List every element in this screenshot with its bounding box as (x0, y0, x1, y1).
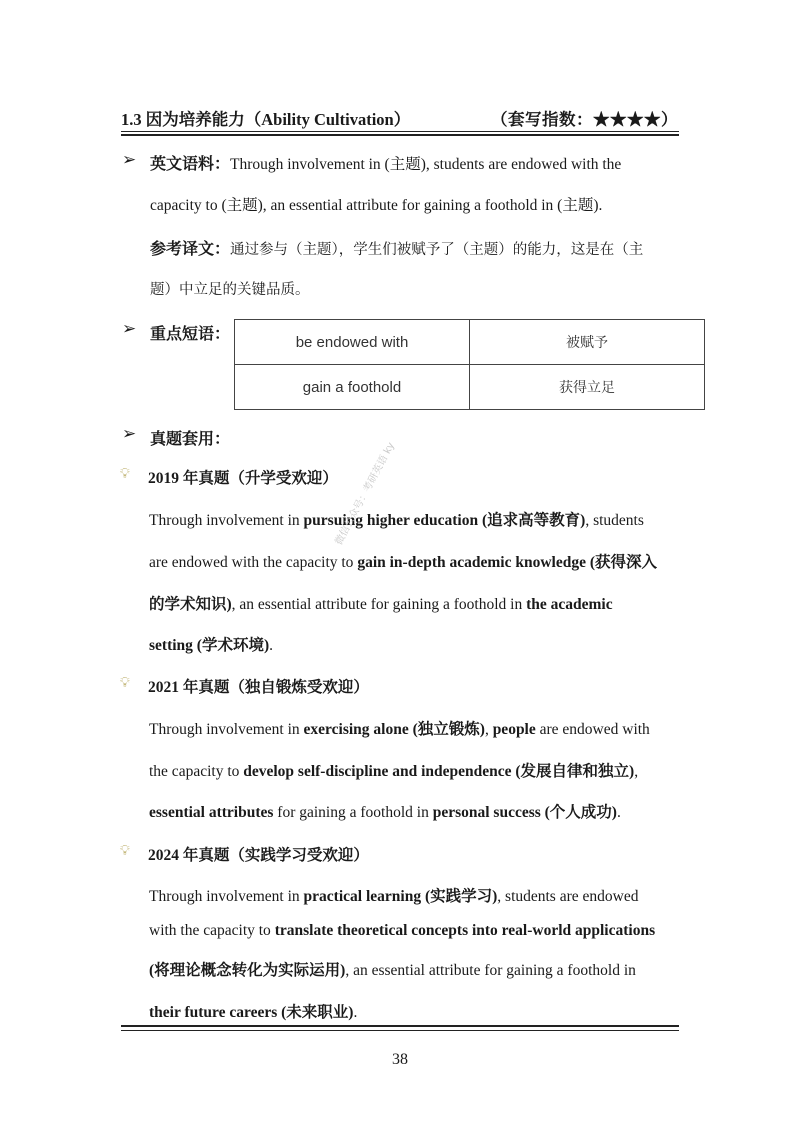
example-heading: 2019 年真题（升学受欢迎） (148, 470, 338, 487)
example-text-segment: are endowed with (535, 721, 650, 738)
example-line (149, 1000, 357, 1022)
header-rule-thick (121, 134, 679, 136)
example-line (149, 633, 273, 655)
key-phrases-label: 重点短语： (150, 326, 231, 343)
example-text-segment: , (484, 721, 493, 738)
example-text-segment: 的学术知识) (149, 596, 232, 613)
header-rule-thin (121, 131, 679, 132)
example-text-segment: people (492, 721, 536, 738)
example-text-segment: the academic (526, 596, 613, 613)
key-phrases-table (234, 319, 705, 410)
table-row (235, 365, 705, 410)
example-text-segment: (将理论概念转化为实际运用) (149, 962, 346, 979)
reference-translation-line1: 通过参与（主题），学生们被赋予了（主题）的能力，这是在（主 (230, 242, 644, 258)
example-text-segment: are endowed with the capacity to (149, 554, 358, 571)
example-text-segment: Through involvement in (149, 888, 304, 905)
arrow-bullet-icon: ➢ (122, 150, 137, 170)
example-text-segment: . (353, 1004, 358, 1021)
difficulty-rating: （套写指数：★★★★） (491, 110, 678, 129)
example-text-segment: , an essential attribute for gaining a foothold in (345, 962, 636, 979)
watermark: 微信公众号：考研英语 ky (333, 440, 398, 548)
example-heading: 2024 年真题（实践学习受欢迎） (148, 847, 369, 864)
example-text-segment: their future careers (未来职业) (149, 1004, 354, 1021)
phrase-cn: 被赋予 (470, 320, 705, 365)
example-text-segment: , an essential attribute for gaining a foothold in (231, 596, 527, 613)
example-line (149, 550, 657, 572)
reference-translation-label: 参考译文： (150, 241, 231, 258)
phrase-en: gain a foothold (235, 365, 470, 410)
example-text-segment: with the capacity to (149, 922, 275, 939)
example-text-segment: pursuing higher education (追求高等教育) (303, 512, 586, 529)
footer-rule-thick (121, 1025, 679, 1027)
page-number: 38 (392, 1051, 408, 1068)
example-line (149, 800, 621, 822)
example-line (149, 958, 636, 980)
example-text-segment: , (634, 763, 639, 780)
example-text-segment: develop self-discipline and independence (发展自律和独立) (243, 763, 635, 780)
reference-translation (150, 236, 643, 259)
example-heading: 2021 年真题（独自锻炼受欢迎） (148, 679, 369, 696)
example-text-segment: Through involvement in (149, 512, 304, 529)
arrow-bullet-icon: ➢ (122, 319, 137, 339)
lightbulb-icon: 💡︎ (120, 675, 130, 691)
phrase-en: be endowed with (235, 320, 470, 365)
example-text-segment: the capacity to (149, 763, 244, 780)
lightbulb-icon: 💡︎ (120, 466, 130, 482)
example-text-segment: , students (585, 512, 644, 529)
example-text-segment: gain in-depth academic knowledge (获得深入 (357, 554, 657, 571)
footer-rule-thin (121, 1030, 679, 1031)
example-line (149, 884, 638, 906)
example-line (149, 508, 644, 530)
example-text-segment: for gaining a foothold in (273, 804, 433, 821)
english-corpus-line1: Through involvement in (主题), students are endowed with the (230, 156, 622, 173)
example-text-segment: setting (学术环境) (149, 637, 270, 654)
reference-translation-line2: 题）中立足的关键品质。 (150, 282, 310, 298)
section-title: 1.3 因为培养能力（Ability Cultivation） (121, 110, 411, 129)
arrow-bullet-icon: ➢ (122, 424, 137, 444)
example-line (149, 592, 613, 614)
example-line (149, 717, 650, 739)
example-text-segment: personal success (个人成功) (432, 804, 617, 821)
example-line (149, 922, 655, 940)
example-text-segment: , students are endowed (497, 888, 639, 905)
example-text-segment: practical learning (实践学习) (303, 888, 498, 905)
example-text-segment: Through involvement in (149, 721, 304, 738)
english-corpus (150, 151, 621, 174)
example-line (149, 759, 638, 781)
lightbulb-icon: 💡︎ (120, 843, 130, 859)
table-row (235, 320, 705, 365)
example-text-segment: . (269, 637, 273, 654)
english-corpus-label: 英文语料： (150, 156, 231, 173)
english-corpus-line2: capacity to (主题), an essential attribute for gaining a foothold in (主题). (150, 197, 603, 214)
example-text-segment: translate theoretical concepts into real-world applications (274, 922, 656, 939)
example-text-segment: essential attributes (149, 804, 274, 821)
exam-application-label: 真题套用： (150, 431, 231, 448)
example-text-segment: exercising alone (独立锻炼) (303, 721, 485, 738)
example-text-segment: . (616, 804, 621, 821)
phrase-cn: 获得立足 (470, 365, 705, 410)
